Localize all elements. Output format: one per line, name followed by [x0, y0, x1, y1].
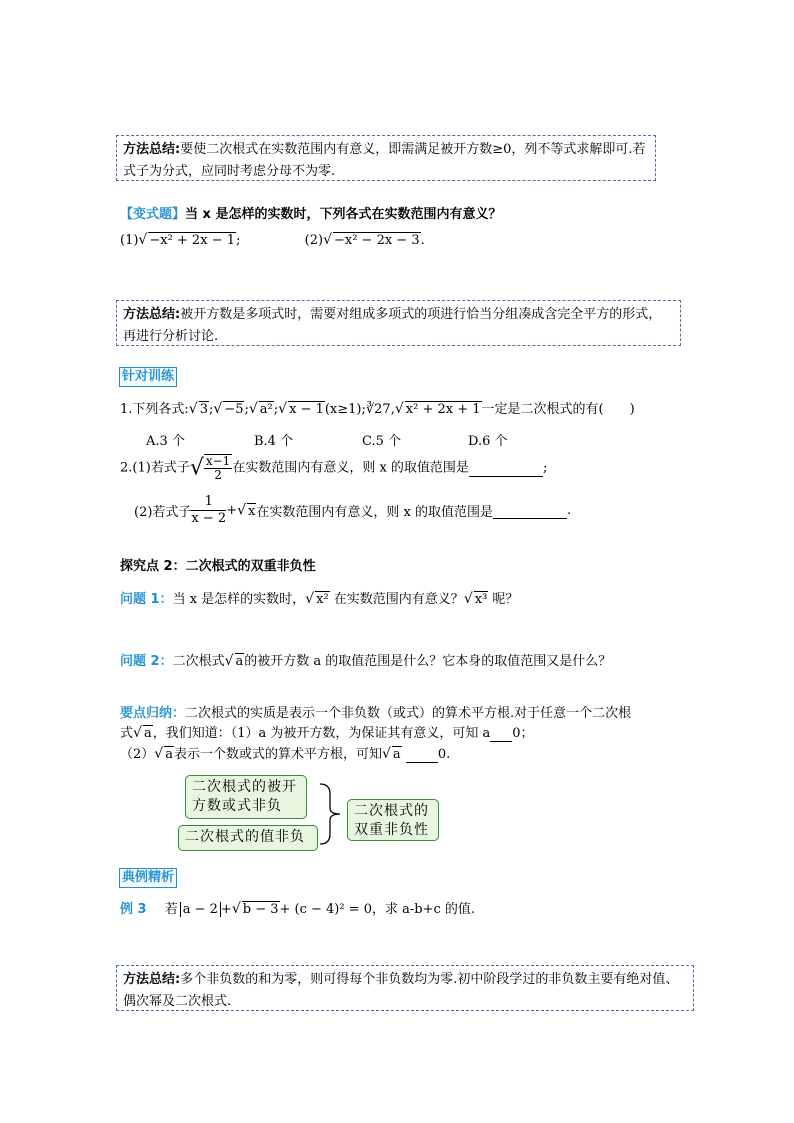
q1-prefix: 1.下列各式:	[120, 402, 189, 417]
example-3-rad: b − 3	[242, 902, 279, 917]
example-3-label: 例 3	[120, 902, 147, 917]
key-blank-1[interactable]	[490, 726, 512, 742]
q2-p2-num: 1	[191, 494, 226, 511]
explore-title: 探究点 2：二次根式的双重非负性	[120, 559, 316, 574]
q2-p2-suffix: 在实数范围内有意义，则 x 的取值范围是	[256, 505, 493, 520]
q2-p2-plus: +	[226, 503, 238, 518]
example-tag: 典例精析	[119, 868, 177, 888]
method-summary-text: 多个非负数的和为零，则可得每个非负数均为零.初中阶段学过的非负数主要有绝对值、偶次幂及二次根式.	[123, 972, 679, 1009]
variant-title	[120, 203, 501, 222]
item2-radicand: −x² − 2x − 3	[333, 233, 420, 248]
example-3: 例 3 若 a − 2 +√ b − 3+ (c − 4)² = 0，求 a-b+c 的值.	[120, 901, 476, 917]
method-summary-text: 要使二次根式在实数范围内有意义，即需满足被开方数≥0，列不等式求解即可.若式子为分式，应同时考虑分母不为零.	[123, 142, 646, 179]
method-summary-box-1	[116, 135, 656, 181]
q1-rad4: x − 1	[289, 402, 324, 417]
q2-p2-prefix: (2)若式子	[134, 505, 192, 520]
problem-2-rad: a	[235, 654, 244, 669]
method-summary-box-2	[116, 300, 681, 346]
problem-1-rad2: x³	[474, 592, 488, 607]
q2-p1-den: 2	[214, 468, 222, 482]
key-line3-rad2: a	[392, 747, 401, 762]
example-3-text-a: 若	[164, 902, 178, 917]
problem-1: 问题 1：当 x 是怎样的实数时，√ x² 在实数范围内有意义？√ x³ 呢？	[120, 591, 519, 607]
q2-p2-rad: x	[248, 503, 256, 519]
example-3-abs: a − 2	[180, 902, 221, 917]
variant-items: (1)√ −x² + 2x − 1; (2)√ −x² − 2x − 3.	[120, 232, 425, 248]
problem-1-label: 问题 1：	[120, 592, 173, 607]
q1-suffix: 一定是二次根式的有( )	[481, 402, 635, 417]
key-line3-b: 表示一个数或式的算术平方根，可知	[173, 747, 382, 762]
example-3-text-b: ，求 a-b+c 的值.	[372, 902, 476, 917]
q1-rad2: −5	[224, 402, 244, 417]
q2-p2-den: x − 2	[191, 511, 227, 526]
q1-rad1: 3	[199, 402, 208, 417]
key-line3-rad: a	[165, 747, 173, 762]
key-line1-text: 二次根式的实质是表示一个非负数（或式）的算术平方根.对于任意一个二次根	[185, 706, 632, 721]
q2-p2-end: .	[566, 503, 572, 518]
q2-p1-end: ;	[542, 460, 548, 476]
problem-2-label: 问题 2：	[120, 654, 173, 669]
method-summary-text: 被开方数是多项式时，需要对组成多项式的项进行恰当分组凑成含完全平方的形式，再进行分析讨论.	[123, 307, 662, 344]
key-line2-end: 0；	[512, 726, 534, 741]
diagram-brace	[318, 782, 344, 846]
key-line3-end: 0.	[437, 747, 451, 762]
item1-end: ;	[235, 233, 241, 248]
key-line-3: （2）√ a表示一个数或式的算术平方根，可知√ a 0.	[120, 746, 451, 762]
q2-p2-blank[interactable]	[493, 503, 567, 519]
q1-option-b: B.4 个	[254, 434, 294, 449]
example-3-plus: +	[220, 902, 232, 917]
q1-option-d: D.6 个	[468, 434, 508, 449]
variant-text: 当 x 是怎样的实数时，下列各式在实数范围内有意义？	[185, 207, 502, 222]
problem-2-text-a: 二次根式	[172, 654, 225, 669]
key-line-1	[120, 702, 631, 721]
method-summary-box-3	[116, 965, 694, 1011]
question-2-part-1: 2.(1)若式子√ $\frac{x-1}{2}$ 在实数范围内有意义，则 x 的取值范围是 ;	[120, 454, 548, 482]
problem-1-rad1: x²	[316, 592, 329, 607]
method-summary-label: 方法总结:	[123, 307, 181, 322]
diagram-box-value: 二次根式的值非负	[178, 825, 318, 851]
item2-num: (2)	[304, 233, 324, 248]
key-line3-a: （2）	[120, 747, 155, 762]
q1-cond: (x≥1)	[324, 402, 362, 417]
training-tag: 针对训练	[119, 367, 177, 387]
problem-1-text-a: 当 x 是怎样的实数时，	[172, 592, 306, 607]
key-line2-a: 式	[120, 726, 134, 741]
key-blank-2[interactable]	[406, 747, 438, 763]
problem-1-text-c: 呢？	[492, 592, 519, 607]
key-label: 要点归纳：	[120, 706, 186, 721]
method-summary-label: 方法总结:	[123, 142, 181, 157]
method-summary-label: 方法总结:	[123, 972, 181, 987]
variant-tag: 【变式题】	[120, 207, 186, 222]
question-2-part-2: (2)若式子 $\frac{1}{x - 2}$ +√ x在实数范围内有意义，则 x 的取值范围是 .	[134, 494, 572, 526]
q1-cube: ∛27	[365, 402, 391, 417]
q2-p1-prefix: 2.(1)若式子	[120, 460, 190, 476]
question-1: 1.下列各式:√ 3;√ −5;√ a²;√ x − 1(x≥1);∛27,√ x² + 2x + 1一定是二次根式的有( )	[120, 401, 635, 417]
item1-num: (1)	[120, 233, 139, 248]
example-3-rest: + (c − 4)² = 0	[279, 902, 373, 917]
q1-options	[146, 430, 508, 449]
key-line2-rad: a	[143, 726, 152, 741]
diagram-box-radicand: 二次根式的被开方数或式非负	[185, 775, 307, 819]
item1-radicand: −x² + 2x − 1	[149, 233, 235, 248]
item2-end: .	[420, 233, 425, 248]
key-line2-b: ，我们知道：（1）a 为被开方数，为保证其有意义，可知 a	[152, 726, 491, 741]
q2-p1-blank[interactable]	[469, 461, 543, 477]
q2-p1-suffix: 在实数范围内有意义，则 x 的取值范围是	[232, 460, 469, 476]
problem-2-text-b: 的被开方数 a 的取值范围是什么？它本身的取值范围又是什么？	[244, 654, 612, 669]
problem-1-text-b: 在实数范围内有意义？	[333, 592, 464, 607]
q1-rad3: a²	[259, 402, 273, 417]
q1-rad5: x² + 2x + 1	[405, 402, 481, 417]
q1-option-a: A.3 个	[146, 434, 185, 449]
key-line-2: 式√ a，我们知道：（1）a 为被开方数，为保证其有意义，可知 a 0；	[120, 725, 534, 741]
q2-p1-num: x−1	[205, 454, 231, 468]
q1-option-c: C.5 个	[362, 434, 402, 449]
diagram-box-double: 二次根式的双重非负性	[347, 799, 439, 841]
problem-2: 问题 2：二次根式√ a的被开方数 a 的取值范围是什么？它本身的取值范围又是什么？	[120, 653, 612, 669]
